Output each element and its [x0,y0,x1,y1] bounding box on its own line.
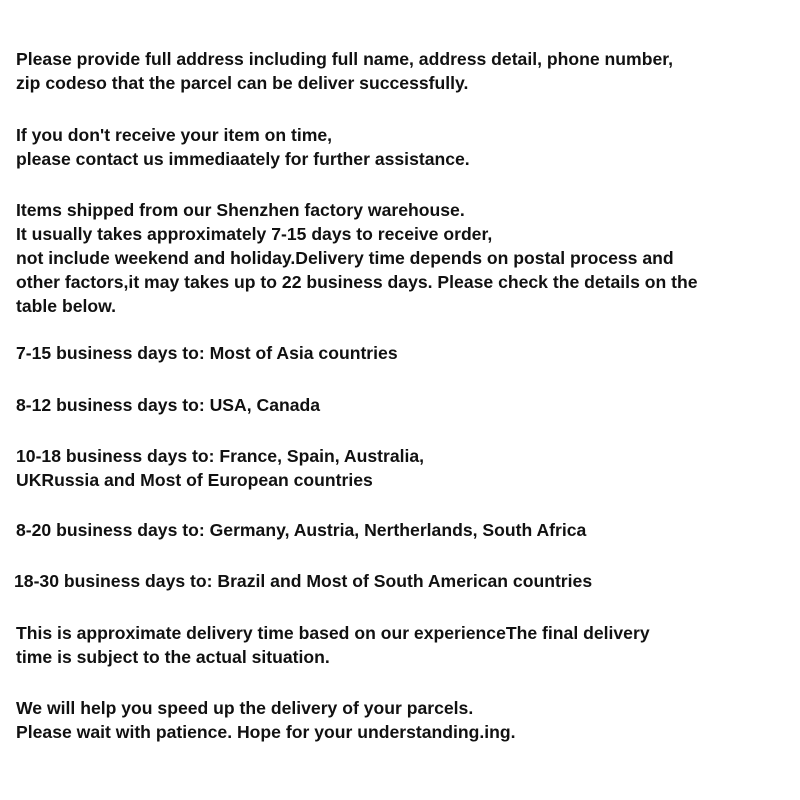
text-line: 18-30 business days to: Brazil and Most of South American countries [14,571,593,591]
delivery-time-asia [16,341,796,365]
text-line: 10-18 business days to: France, Spain, Australia, [16,446,425,466]
text-line: It usually takes approximately 7-15 days to receive order, [16,224,493,244]
delivery-time-south-america [14,569,796,593]
text-line: If you don't receive your item on time, [16,125,333,145]
text-line: Items shipped from our Shenzhen factory warehouse. [16,200,465,220]
approximate-time-disclaimer [16,621,796,669]
text-line: This is approximate delivery time based on our experienceThe final delivery [16,623,650,643]
text-line: time is subject to the actual situation. [16,647,330,667]
text-line: table below. [16,296,117,316]
delivery-time-europe [16,444,796,492]
text-line: please contact us immediaately for further assistance. [16,149,470,169]
text-line: other factors,it may takes up to 22 business days. Please check the details on the [16,272,698,292]
text-line: We will help you speed up the delivery of your parcels. [16,698,474,718]
address-instructions-paragraph [16,47,796,95]
contact-us-paragraph [16,123,796,171]
delivery-time-usa-canada [16,393,796,417]
closing-paragraph [16,696,796,744]
text-line: Please wait with patience. Hope for your understanding.ing. [16,722,516,742]
text-line: zip codeso that the parcel can be deliver successfully. [16,73,469,93]
shipping-origin-paragraph [16,198,796,318]
delivery-time-germany-group [16,518,796,542]
text-line: UKRussia and Most of European countries [16,470,373,490]
text-line: not include weekend and holiday.Delivery time depends on postal process and [16,248,674,268]
text-line: 8-20 business days to: Germany, Austria, Nertherlands, South Africa [16,520,587,540]
text-line: Please provide full address including full name, address detail, phone number, [16,49,673,69]
text-line: 7-15 business days to: Most of Asia countries [16,343,398,363]
text-line: 8-12 business days to: USA, Canada [16,395,321,415]
